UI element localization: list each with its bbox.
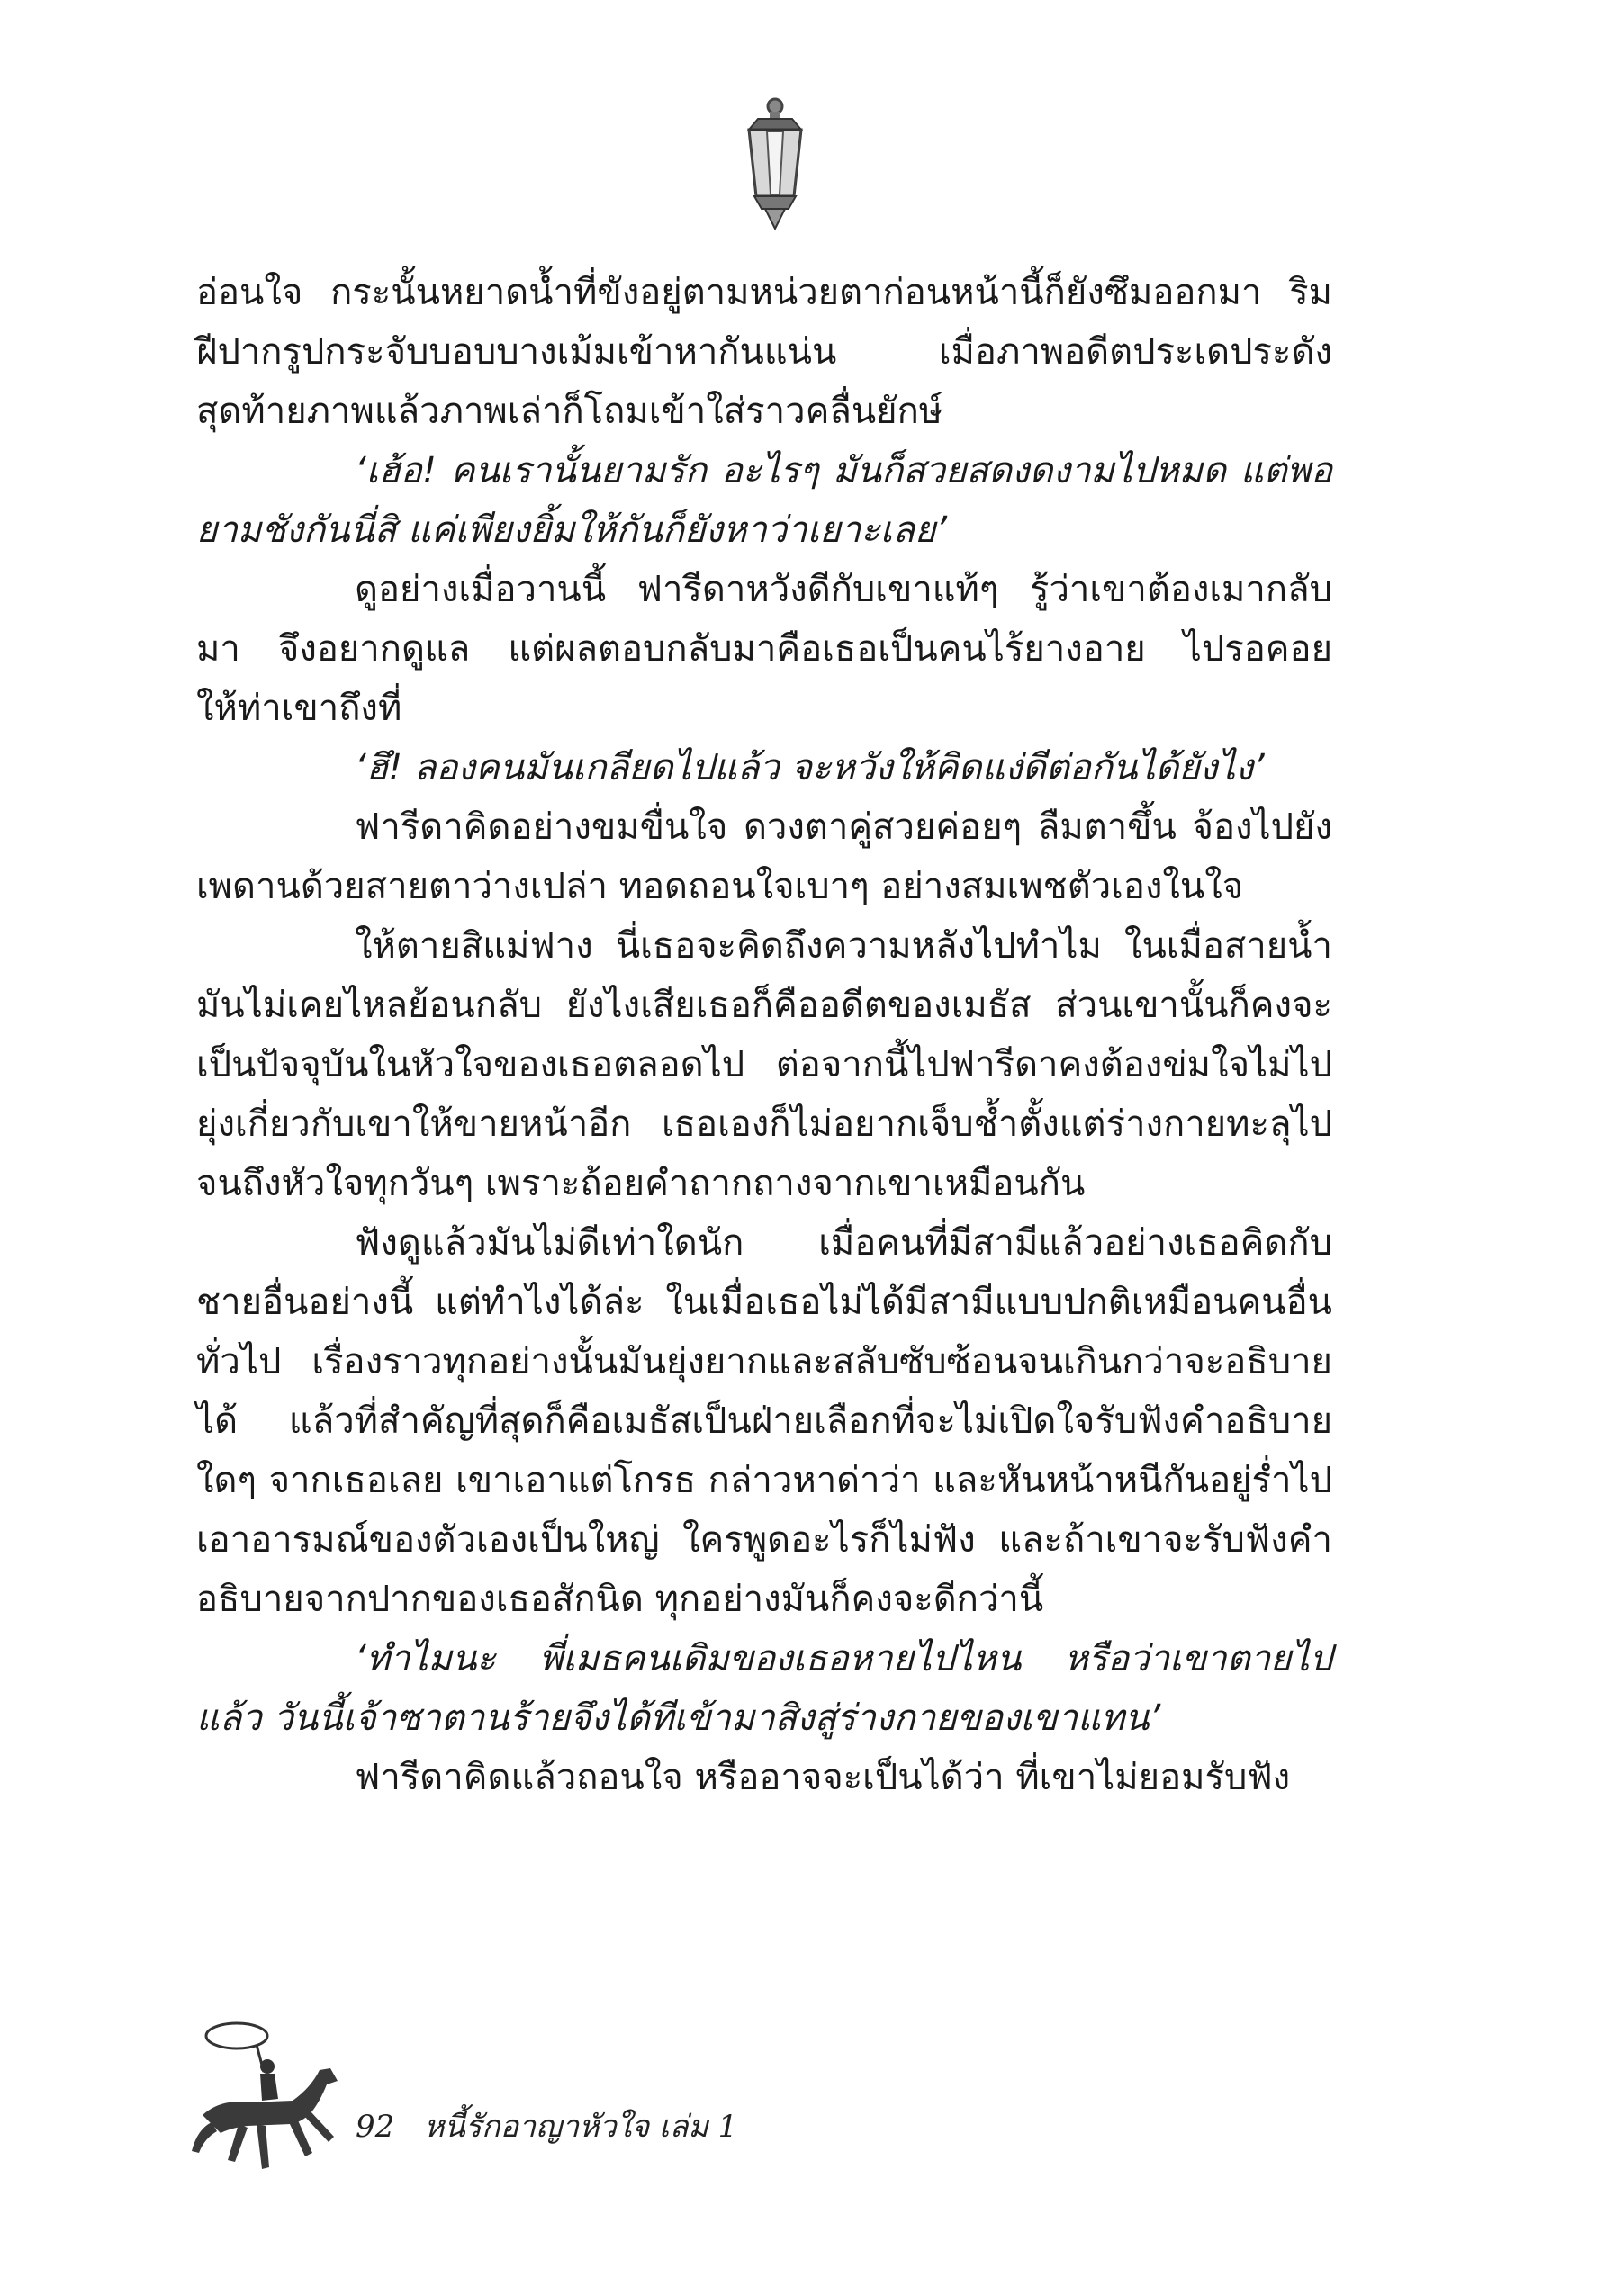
paragraph-4-thought: ‘ฮึ! ลองคนมันเกลียดไปแล้ว จะหวังให้คิดแง่ดีต่อกันได้ยังไง’ [355,747,1265,788]
paragraph-3: ดูอย่างเมื่อวานนี้ ฟารีดาหวังดีกับเขาแท้ๆ รู้ว่าเขาต้องเมากลับมา จึงอยากดูแล แต่ผลตอบกลับมาคือเธอเป็นคนไร้ยางอาย ไปรอคอยให้ท่าเขาถึงที่ [196,569,1332,729]
book-title: หนี้รักอาญาหัวใจ เล่ม 1 [424,2109,738,2145]
paragraph-7: ฟังดูแล้วมันไม่ดีเท่าใดนัก เมื่อคนที่มีสามีแล้วอย่างเธอคิดกับชายอื่นอย่างนี้ แต่ทำไงได้ล่ะ ในเมื่อเธอไม่ได้มีสามีแบบปกติเหมือนคนอื่นทั่วไป เรื่องราวทุกอย่างนั้นมันยุ่งยากและสลับซับซ้อนจนเกินกว่าจะอธิบายได้ แล้วที่สำคัญที่สุดก็คือเมธัสเป็นฝ่ายเลือกที่จะไม่เปิดใจรับฟังคำอธิบายใดๆ จากเธอเลย เขาเอาแต่โกรธ กล่าวหาด่าว่า และหันหน้าหนีกันอยู่ร่ำไป เอาอารมณ์ของตัวเองเป็นใหญ่ ใครพูดอะไรก็ไม่ฟัง และถ้าเขาจะรับฟังคำอธิบายจากปากของเธอสักนิด ทุกอย่างมันก็คงจะดีกว่านี้ [196,1222,1332,1620]
paragraph-6: ให้ตายสิแม่ฟาง นี่เธอจะคิดถึงความหลังไปทำไม ในเมื่อสายน้ำมันไม่เคยไหลย้อนกลับ ยังไงเสียเธอก็คืออดีตของเมธัส ส่วนเขานั้นก็คงจะเป็นปัจจุบันในหัวใจของเธอตลอดไป ต่อจากนี้ไปฟารีดาคงต้องข่มใจไม่ไปยุ่งเกี่ยวกับเขาให้ขายหน้าอีก เธอเองก็ไม่อยากเจ็บช้ำตั้งแต่ร่างกายทะลุไปจนถึงหัวใจทุกวันๆ เพราะถ้อยคำถากถางจากเขาเหมือนกัน [196,925,1332,1204]
lantern-icon [731,97,819,232]
paragraph-8-thought: ‘ทำไมนะ พี่เมธคนเดิมของเธอหายไปไหน หรือว่าเขาตายไปแล้ว วันนี้เจ้าซาตานร้ายจึงได้ทีเข้ามาสิงสู่ร่างกายของเขาแทน’ [196,1638,1332,1739]
horse-rider-lasso-icon [185,2016,347,2196]
folio-line [356,2102,737,2150]
page-number: 92 [356,2109,395,2145]
paragraph-9: ฟารีดาคิดแล้วถอนใจ หรืออาจจะเป็นได้ว่า ที่เขาไม่ยอมรับฟัง [355,1757,1291,1798]
body-text [196,263,1332,1807]
page-footer [185,2016,815,2196]
paragraph-2-thought: ‘เฮ้อ! คนเรานั้นยามรัก อะไรๆ มันก็สวยสดงดงามไปหมด แต่พอยามชังกันนี่สิ แค่เพียงยิ้มให้กันก็ยังหาว่าเยาะเลย’ [196,450,1332,551]
paragraph-1: อ่อนใจ กระนั้นหยาดน้ำที่ขังอยู่ตามหน่วยตาก่อนหน้านี้ก็ยังซึมออกมา ริมฝีปากรูปกระจับบอบบางเม้มเข้าหากันแน่น เมื่อภาพอดีตประเดประดังสุดท้ายภาพแล้วภาพเล่าก็โถมเข้าใส่ราวคลื่นยักษ์ [196,272,1332,432]
paragraph-5: ฟารีดาคิดอย่างขมขื่นใจ ดวงตาคู่สวยค่อยๆ ลืมตาขึ้น จ้องไปยังเพดานด้วยสายตาว่างเปล่า ทอดถอนใจเบาๆ อย่างสมเพชตัวเองในใจ [196,806,1332,907]
